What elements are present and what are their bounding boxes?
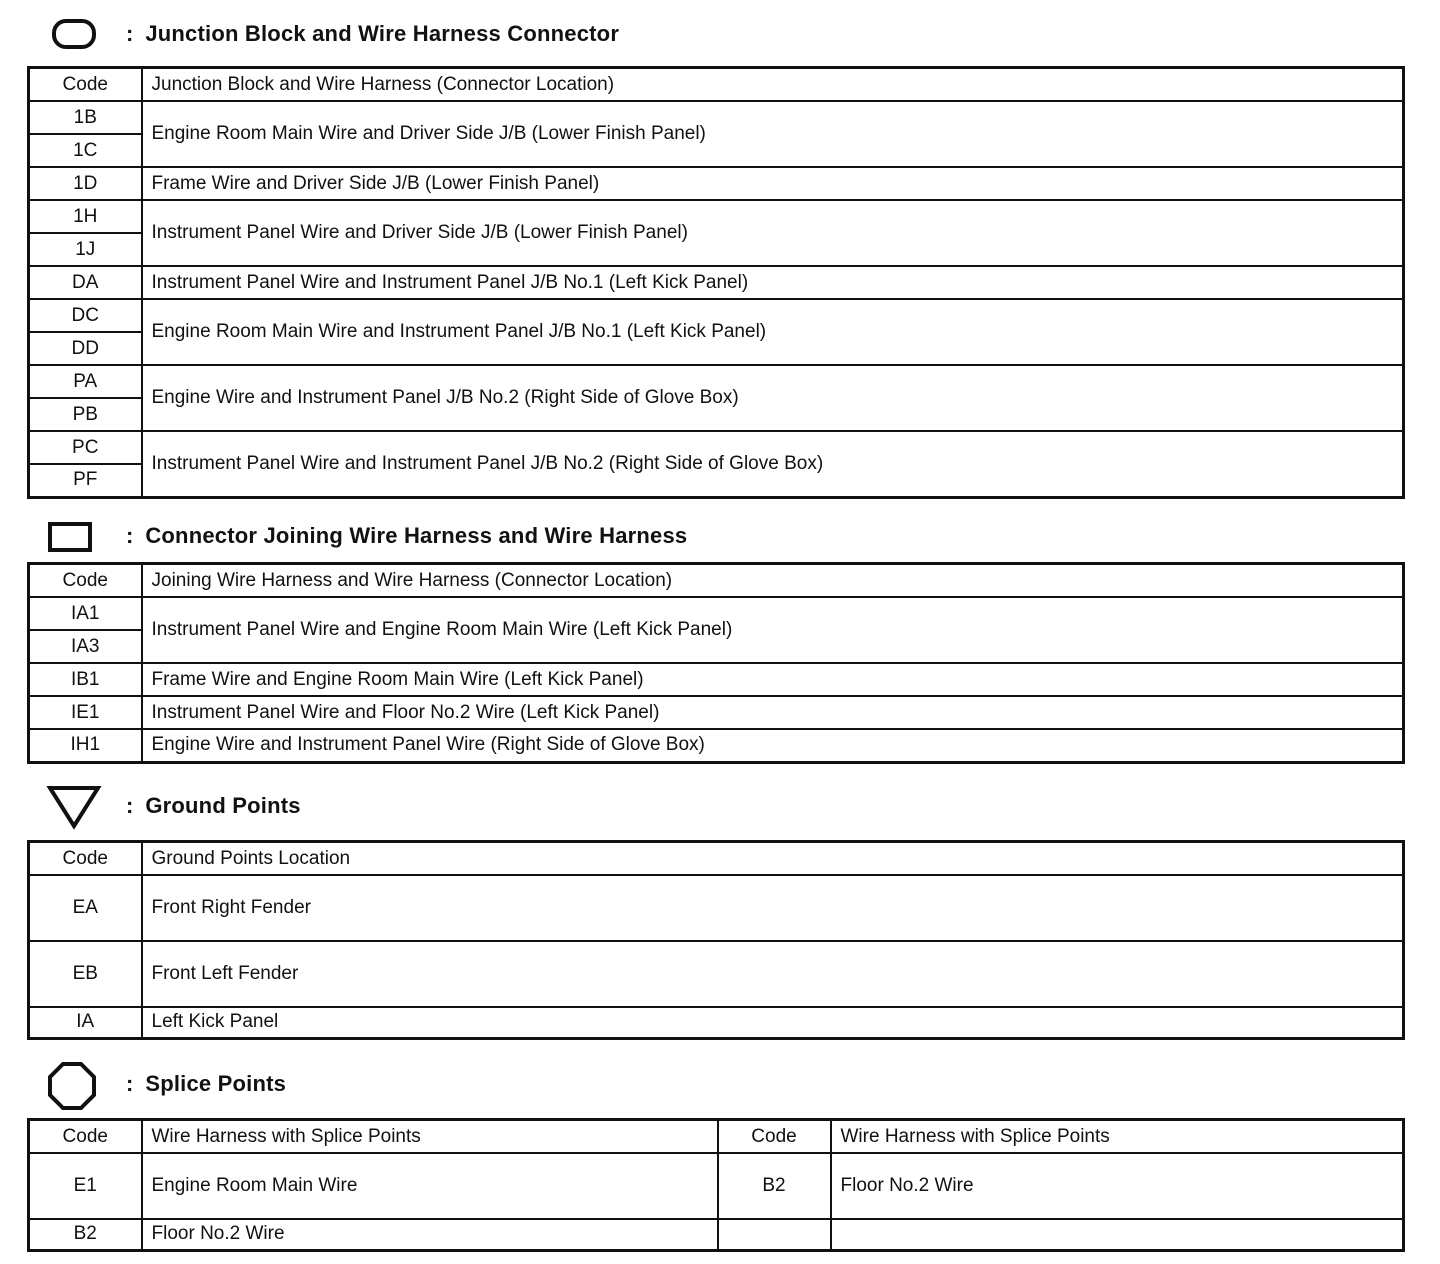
- splice-section-title: [46, 1062, 286, 1106]
- code-cell: PF: [29, 464, 142, 497]
- code-cell: E1: [29, 1153, 142, 1219]
- ground-section-title: [46, 784, 301, 828]
- wire-harness-cell-2: [831, 1219, 1404, 1250]
- wire-harness-header-2: Wire Harness with Splice Points: [831, 1120, 1404, 1154]
- location-header: Joining Wire Harness and Wire Harness (Connector Location): [142, 564, 1404, 598]
- location-header: Junction Block and Wire Harness (Connector Location): [142, 68, 1404, 102]
- table-row: [29, 1153, 1404, 1219]
- location-cell: Engine Wire and Instrument Panel J/B No.2 (Right Side of Glove Box): [142, 365, 1404, 431]
- table-row: [29, 299, 1404, 332]
- location-cell: Left Kick Panel: [142, 1007, 1404, 1038]
- joining-table: [27, 562, 1405, 764]
- code-cell: IE1: [29, 696, 142, 729]
- location-cell: Frame Wire and Engine Room Main Wire (Left Kick Panel): [142, 663, 1404, 696]
- table-row: [29, 101, 1404, 134]
- code-cell-2: B2: [718, 1153, 831, 1219]
- title-colon: :: [126, 793, 134, 818]
- title-colon: :: [126, 1071, 134, 1096]
- table-row: [29, 663, 1404, 696]
- code-cell: IA1: [29, 597, 142, 630]
- code-header: Code: [29, 68, 142, 102]
- ground-table: [27, 840, 1405, 1040]
- location-cell: Frame Wire and Driver Side J/B (Lower Finish Panel): [142, 167, 1404, 200]
- code-cell: 1D: [29, 167, 142, 200]
- code-cell: 1C: [29, 134, 142, 167]
- code-header-2: Code: [718, 1120, 831, 1154]
- joining-title: Connector Joining Wire Harness and Wire Harness: [145, 523, 688, 548]
- code-cell: 1H: [29, 200, 142, 233]
- rounded-rectangle-icon: [46, 12, 104, 56]
- code-cell: 1J: [29, 233, 142, 266]
- table-header-row: [29, 68, 1404, 102]
- joining-section-title: [46, 514, 687, 558]
- table-row: [29, 431, 1404, 464]
- title-colon: :: [126, 523, 134, 548]
- code-cell: EB: [29, 941, 142, 1007]
- location-cell: Engine Wire and Instrument Panel Wire (Right Side of Glove Box): [142, 729, 1404, 762]
- code-cell: B2: [29, 1219, 142, 1250]
- code-header: Code: [29, 1120, 142, 1154]
- location-cell: Engine Room Main Wire and Driver Side J/B (Lower Finish Panel): [142, 101, 1404, 167]
- location-cell: Instrument Panel Wire and Instrument Panel J/B No.2 (Right Side of Glove Box): [142, 431, 1404, 497]
- table-row: [29, 597, 1404, 630]
- table-header-row: [29, 842, 1404, 876]
- table-row: [29, 365, 1404, 398]
- rectangle-icon: [46, 514, 104, 558]
- code-cell: PC: [29, 431, 142, 464]
- location-cell: Front Right Fender: [142, 875, 1404, 941]
- octagon-icon: [46, 1062, 104, 1106]
- table-row: [29, 266, 1404, 299]
- code-header: Code: [29, 842, 142, 876]
- code-cell: IB1: [29, 663, 142, 696]
- title-colon: :: [126, 21, 134, 46]
- table-row: [29, 1219, 1404, 1250]
- location-header: Ground Points Location: [142, 842, 1404, 876]
- down-triangle-icon: [46, 784, 104, 828]
- code-cell: DA: [29, 266, 142, 299]
- code-cell: IA: [29, 1007, 142, 1038]
- code-cell: PB: [29, 398, 142, 431]
- code-cell: EA: [29, 875, 142, 941]
- code-cell-2: [718, 1219, 831, 1250]
- code-cell: PA: [29, 365, 142, 398]
- wire-harness-cell: Floor No.2 Wire: [142, 1219, 718, 1250]
- wire-harness-header: Wire Harness with Splice Points: [142, 1120, 718, 1154]
- location-cell: Instrument Panel Wire and Driver Side J/B (Lower Finish Panel): [142, 200, 1404, 266]
- code-cell: DC: [29, 299, 142, 332]
- location-cell: Instrument Panel Wire and Instrument Panel J/B No.1 (Left Kick Panel): [142, 266, 1404, 299]
- code-cell: IH1: [29, 729, 142, 762]
- location-cell: Instrument Panel Wire and Engine Room Main Wire (Left Kick Panel): [142, 597, 1404, 663]
- splice-table: [27, 1118, 1405, 1252]
- table-row: [29, 875, 1404, 941]
- code-cell: 1B: [29, 101, 142, 134]
- wire-harness-cell-2: Floor No.2 Wire: [831, 1153, 1404, 1219]
- location-cell: Front Left Fender: [142, 941, 1404, 1007]
- table-row: [29, 200, 1404, 233]
- junction-title: Junction Block and Wire Harness Connector: [145, 21, 620, 46]
- table-row: [29, 1007, 1404, 1038]
- table-row: [29, 729, 1404, 762]
- junction-section-title: [46, 12, 619, 56]
- table-header-row: [29, 564, 1404, 598]
- splice-title: Splice Points: [145, 1071, 287, 1096]
- ground-title: Ground Points: [145, 793, 301, 818]
- table-row: [29, 941, 1404, 1007]
- code-header: Code: [29, 564, 142, 598]
- table-row: [29, 696, 1404, 729]
- table-header-row: [29, 1120, 1404, 1154]
- code-cell: IA3: [29, 630, 142, 663]
- location-cell: Engine Room Main Wire and Instrument Panel J/B No.1 (Left Kick Panel): [142, 299, 1404, 365]
- location-cell: Instrument Panel Wire and Floor No.2 Wire (Left Kick Panel): [142, 696, 1404, 729]
- wire-harness-cell: Engine Room Main Wire: [142, 1153, 718, 1219]
- junction-table: [27, 66, 1405, 499]
- code-cell: DD: [29, 332, 142, 365]
- table-row: [29, 167, 1404, 200]
